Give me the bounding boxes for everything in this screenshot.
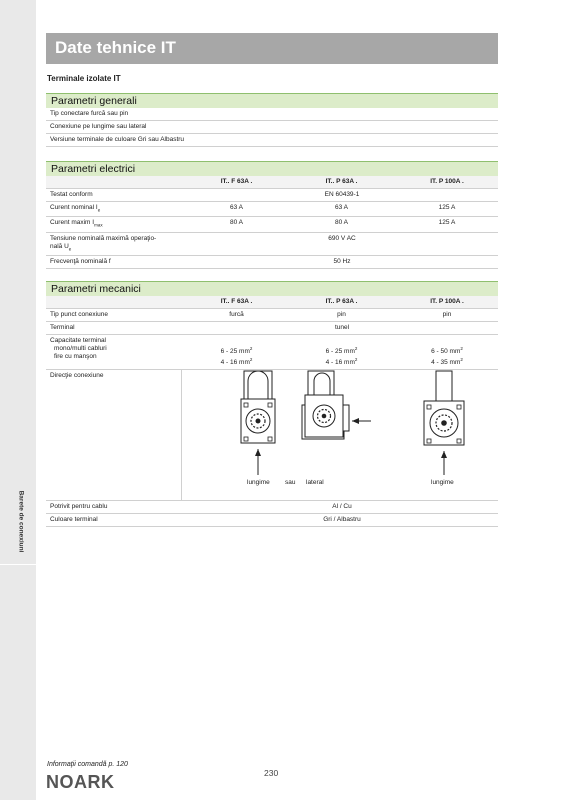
table-row: Terminal tunel (46, 322, 498, 335)
section-general (46, 93, 498, 147)
caption-lungime-100a: lungime (431, 479, 454, 486)
page-subtitle: Terminale izolate IT (47, 74, 121, 83)
page-number: 230 (264, 768, 279, 778)
table-row: Tip conectare furcă sau pin (46, 108, 498, 121)
section-heading: Parametri generali (46, 93, 498, 108)
section-electric (46, 161, 498, 269)
table-row: Testat conform EN 60439-1 (46, 189, 498, 202)
table-row: Frecvenţă nominală f 50 Hz (46, 256, 498, 269)
table-row: Versiune terminale de culoare Gri sau Albastru (46, 134, 498, 147)
title-bar (46, 33, 498, 64)
table-row: Capacitate terminal mono/multi cabluri fire cu manşon 6 - 25 $mm^2$ 4 - 16 $mm^2$ 6 - 25 $mm^2$ 4 - 16 $mm^2$ 6 - 50 $mm^2$ 4 - 35 $mm^2$ (46, 335, 498, 370)
table-header-row: IT.. F 63A . IT.. P 63A . IT. P 100A . (46, 176, 498, 189)
table-row: Culoare terminal Gri / Albastru (46, 514, 498, 527)
order-info-note: Informaţii comandă p. 120 (47, 761, 128, 768)
terminal-100a-diagram (420, 369, 468, 477)
section-heading: Parametri electrici (46, 161, 498, 176)
caption-lateral: lateral (306, 479, 324, 486)
table-row: Tensiune nominală maximă operaţio- nală $U_e$ 690 V AC (46, 233, 498, 256)
page-title: Date tehnice IT (55, 38, 176, 57)
brand-logo: NOARK (46, 772, 115, 792)
terminal-pin-lateral-diagram (300, 369, 372, 441)
table-row: Curent maxim $I_{max}$ 80 A 80 A 125 A (46, 217, 498, 232)
table-header-row: IT.. F 63A . IT.. P 63A . IT. P 100A . (46, 296, 498, 309)
terminal-fork-diagram (234, 369, 282, 477)
sidebar-label: Barete de conexiuni (17, 490, 25, 553)
caption-sau: sau (285, 479, 296, 486)
table-row: Tip punct conexiune furcă pin pin (46, 309, 498, 322)
table-row: Curent nominal $I_e$ 63 A 63 A 125 A (46, 202, 498, 217)
table-row: Conexiune pe lungime sau lateral (46, 121, 498, 134)
left-strip (0, 0, 36, 800)
table-row-direction: Direcţie conexiune (46, 370, 498, 501)
table-row: Potrivit pentru cablu Al / Cu (46, 501, 498, 514)
caption-lungime: lungime (247, 479, 270, 486)
section-heading: Parametri mecanici (46, 281, 498, 296)
